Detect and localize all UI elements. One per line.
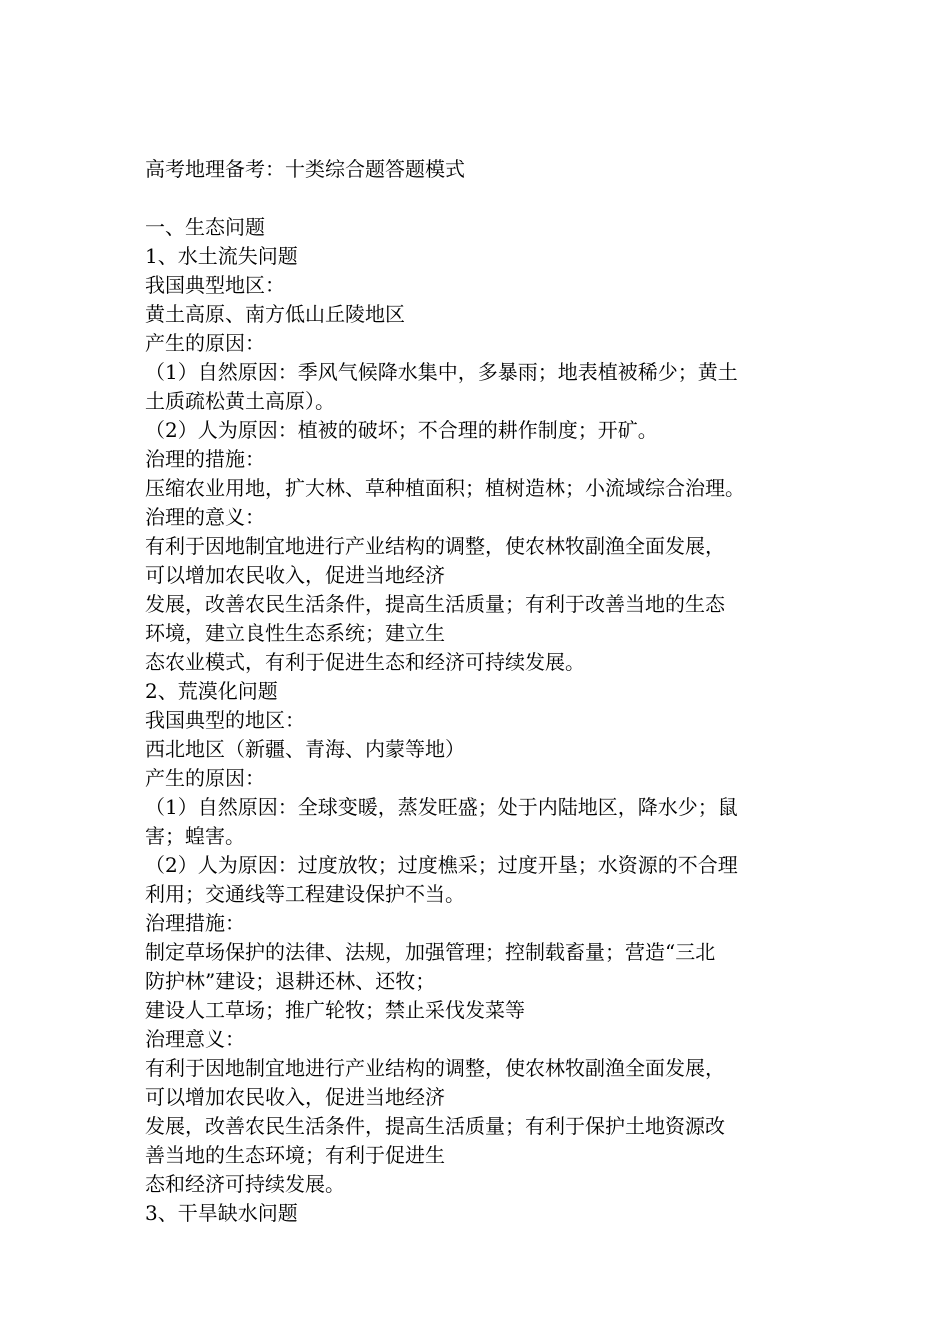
text-line: 西北地区（新疆、青海、内蒙等地） [145,737,465,761]
text-line: 建设人工草场；推广轮牧；禁止采伐发菜等 [145,998,525,1022]
text-line: 可以增加农民收入，促进当地经济 [145,1085,445,1109]
document-title: 高考地理备考：十类综合题答题模式 [145,157,465,181]
text-line: 治理意义： [145,1027,245,1051]
text-line: 有利于因地制宜地进行产业结构的调整，使农林牧副渔全面发展， [145,534,725,558]
text-line: 善当地的生态环境；有利于促进生 [145,1143,445,1167]
text-line: 态和经济可持续发展。 [145,1172,345,1196]
text-line: 有利于因地制宜地进行产业结构的调整，使农林牧副渔全面发展， [145,1056,725,1080]
document-body [145,155,815,1228]
text-line: 治理措施： [145,911,245,935]
text-line: 发展，改善农民生活条件，提高生活质量；有利于保护土地资源改 [145,1114,725,1138]
text-line: 土质疏松黄土高原）。 [145,389,335,413]
text-line: 治理的意义： [145,505,265,529]
text-line: 发展，改善农民生活条件，提高生活质量；有利于改善当地的生态 [145,592,725,616]
subsection-heading: 2、荒漠化问题 [145,679,278,703]
section-heading: 一、生态问题 [145,215,265,239]
text-line: 可以增加农民收入，促进当地经济 [145,563,445,587]
text-line: 黄土高原、南方低山丘陵地区 [145,302,405,326]
text-line: 产生的原因： [145,766,265,790]
text-line: 害；蝗害。 [145,824,245,848]
subsection-heading: 1、水土流失问题 [145,244,298,268]
text-line: 压缩农业用地，扩大林、草种植面积；植树造林；小流域综合治理。 [145,476,745,500]
text-line: 我国典型地区： [145,273,285,297]
text-line: （1）自然原因：季风气候降水集中，多暴雨；地表植被稀少；黄土 [145,360,738,384]
text-line: 制定草场保护的法律、法规，加强管理；控制载畜量；营造“三北 [145,940,716,964]
text-line: （2）人为原因：过度放牧；过度樵采；过度开垦；水资源的不合理 [145,853,738,877]
text-line: 产生的原因： [145,331,265,355]
text-line: 态农业模式，有利于促进生态和经济可持续发展。 [145,650,585,674]
text-line: 防护林”建设；退耕还林、还牧； [145,969,436,993]
text-line: （1）自然原因：全球变暖，蒸发旺盛；处于内陆地区，降水少；鼠 [145,795,738,819]
subsection-heading: 3、干旱缺水问题 [145,1201,298,1225]
text-line: 利用；交通线等工程建设保护不当。 [145,882,465,906]
text-line: 环境，建立良性生态系统；建立生 [145,621,445,645]
text-line: 我国典型的地区： [145,708,305,732]
text-line: （2）人为原因：植被的破坏；不合理的耕作制度；开矿。 [145,418,658,442]
text-line: 治理的措施： [145,447,265,471]
